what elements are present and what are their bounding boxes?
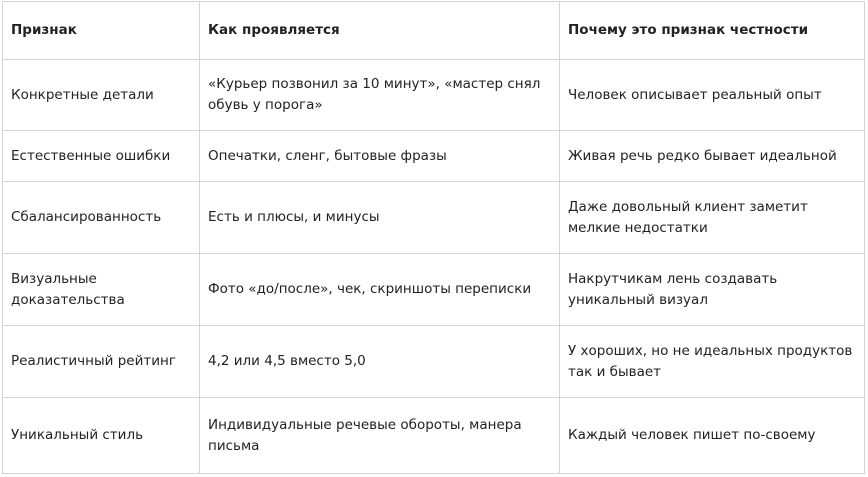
header-manifestation: Как проявляется: [200, 2, 560, 60]
table-row: [3, 60, 865, 131]
cell-sign: Конкретные детали: [3, 60, 200, 131]
cell-manifestation: 4,2 или 4,5 вместо 5,0: [200, 326, 560, 398]
cell-manifestation: Индивидуальные речевые обороты, манера письма: [200, 398, 560, 474]
cell-manifestation: Опечатки, сленг, бытовые фразы: [200, 131, 560, 182]
cell-sign: Уникальный стиль: [3, 398, 200, 474]
table-row: [3, 131, 865, 182]
cell-reason: У хороших, но не идеальных продуктов так и бывает: [560, 326, 865, 398]
header-sign: Признак: [3, 2, 200, 60]
cell-sign: Сбалансированность: [3, 182, 200, 254]
cell-sign: Визуальные доказательства: [3, 254, 200, 326]
cell-reason: Накрутчикам лень создавать уникальный визуал: [560, 254, 865, 326]
cell-reason: Человек описывает реальный опыт: [560, 60, 865, 131]
cell-sign: Естественные ошибки: [3, 131, 200, 182]
cell-reason: Каждый человек пишет по-своему: [560, 398, 865, 474]
table-row: [3, 326, 865, 398]
cell-reason: Живая речь редко бывает идеальной: [560, 131, 865, 182]
cell-reason: Даже довольный клиент заметит мелкие недостатки: [560, 182, 865, 254]
cell-manifestation: Фото «до/после», чек, скриншоты переписки: [200, 254, 560, 326]
cell-manifestation: Есть и плюсы, и минусы: [200, 182, 560, 254]
cell-sign: Реалистичный рейтинг: [3, 326, 200, 398]
header-reason: Почему это признак честности: [560, 2, 865, 60]
honesty-signs-table: [2, 1, 865, 474]
table-row: [3, 398, 865, 474]
table-row: [3, 182, 865, 254]
cell-manifestation: «Курьер позвонил за 10 минут», «мастер снял обувь у порога»: [200, 60, 560, 131]
header-row: [3, 2, 865, 60]
table-row: [3, 254, 865, 326]
